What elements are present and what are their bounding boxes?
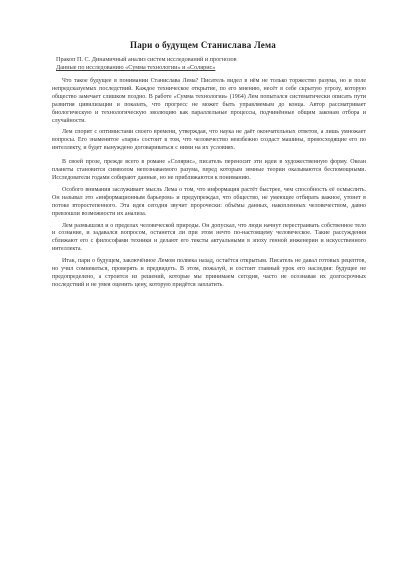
- page-title: Пари о будущем Станислава Лема: [130, 40, 276, 50]
- meta-block: [40, 56, 366, 72]
- paragraph: Особого внимания заслуживает мысль Лема о том, что информация растёт быстрее, чем способность её осмыслить. Он называл это «информационным барьером» и предупреждал, что общество, не умеющее отбирать важное, утонет в потоке второстепенного. Эта идея сегодня звучит пророчески: объёмы данных, накопленных человечеством, давно превзошли возможности их анализа.: [52, 186, 366, 217]
- meta-line: Пракоп П. С. Динамичный анализ систем исследований и прогнозов: [56, 56, 237, 63]
- paragraph: Лем спорит с оптимистами своего времени, утверждая, что наука не даёт окончательных ответов, а лишь умножает вопросы. Его знаменитое «пари» состоит в том, что человечество неизбежно создаст машины, превосходящие его по интеллекту, и будет вынуждено договариваться с ними на их условиях.: [52, 129, 366, 152]
- paragraph: Лем размышлял и о пределах человеческой природы. Он допускал, что люди начнут перестраивать собственное тело и сознание, и задавался вопросом, останется ли при этом нечто по-настоящему человеческое. Такие рассуждения сближают его с философами техники и делают его тексты актуальными в эпоху генной инженерии и искусственного интеллекта.: [52, 222, 366, 253]
- paragraph: В своей прозе, прежде всего в романе «Солярис», писатель переносит эти идеи в художественную форму. Океан планеты становится символом непознаваемого разума, перед которым земные теории оказываются беспомощными. Исследователи годами собирают данные, но не приближаются к пониманию.: [52, 159, 366, 181]
- meta-line: Данные по исследованию «Сумма технологии» и «Солярис»: [56, 64, 216, 71]
- section: [40, 159, 366, 290]
- paragraph: Итак, пари о будущем, заключённое Лемом полвека назад, остаётся открытым. Писатель не давал готовых рецептов, но учил сомневаться, проверять и предвидеть. В этом, пожалуй, и состоит главный урок его наследия: будущее не предопределено, а строится из решений, которые мы принимаем сегодня, часто не осознавая их долгосрочных последствий и не умея оценить цену, которую придётся заплатить.: [52, 258, 366, 288]
- paragraph: Что такое будущее в понимании Станислава Лема? Писатель видел в нём не только торжество разума, но и поле непредсказуемых последствий. Каждое техническое открытие, по его мнению, несёт в себе скрытую угрозу, которую общество замечает слишком поздно. В работе «Сумма технологии» (1964) Лем попытался систематически описать пути развития цивилизации и показать, что прогресс не может быть управляемым до конца. Автор рассматривает биологическую и технологическую эволюцию как параллельные процессы, подчинённые общим законам отбора и случайности.: [52, 78, 366, 124]
- section: [40, 78, 366, 153]
